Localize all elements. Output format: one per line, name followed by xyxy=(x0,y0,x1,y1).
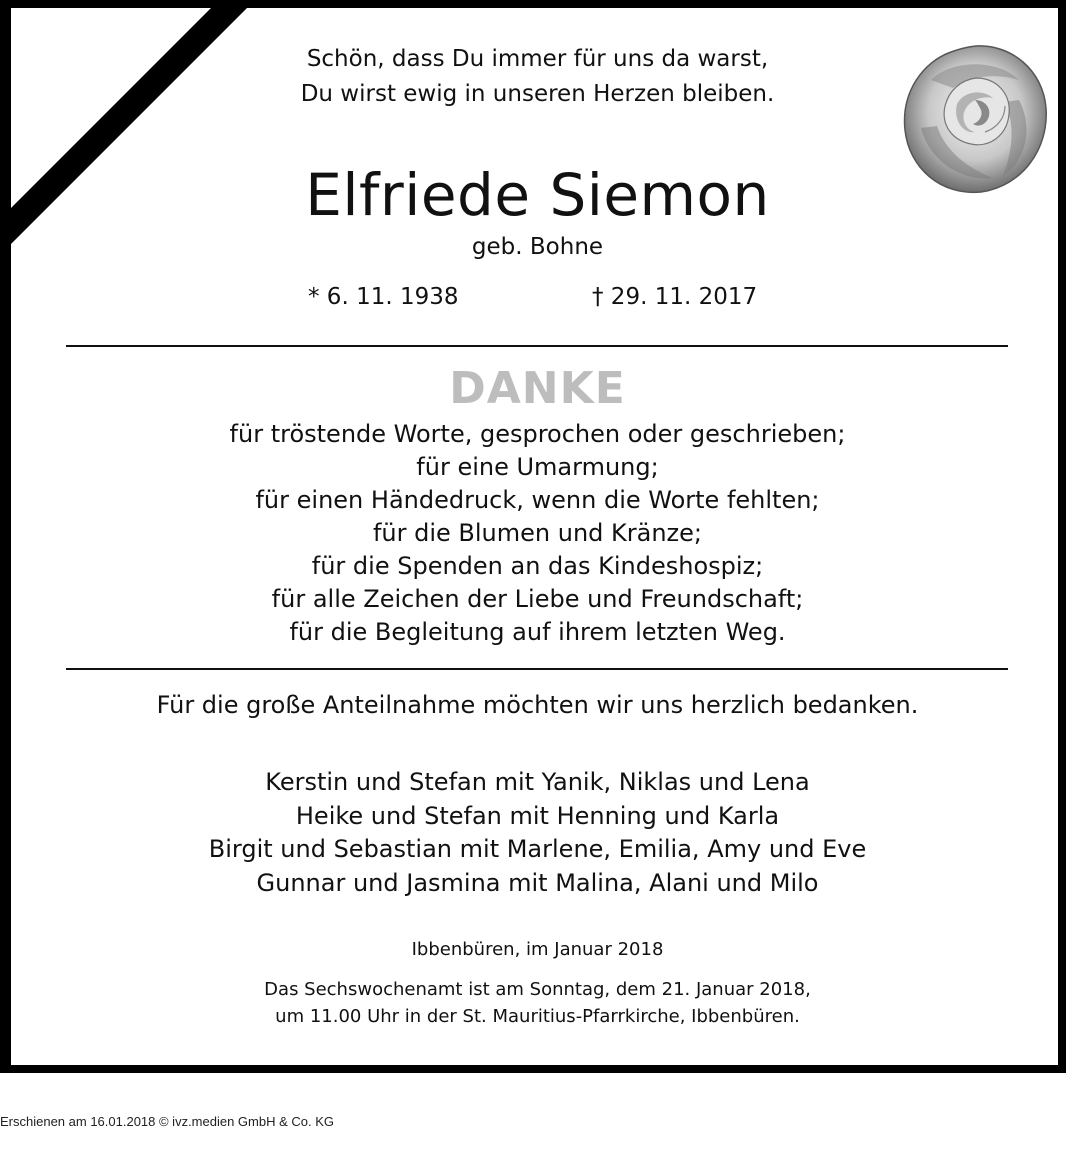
family-line: Kerstin und Stefan mit Yanik, Niklas und Lena xyxy=(265,768,810,796)
birth-date: * 6. 11. 1938 xyxy=(308,284,459,310)
thanks-line: für die Blumen und Kränze; xyxy=(372,519,703,547)
memorial-quote xyxy=(0,42,1075,112)
family-list xyxy=(0,766,1075,900)
thanks-line: für die Spenden an das Kindeshospiz; xyxy=(311,552,764,580)
birth-name: geb. Bohne xyxy=(471,234,604,260)
quote-line: Du wirst ewig in unseren Herzen bleiben. xyxy=(300,81,775,107)
thanks-line: für die Begleitung auf ihrem letzten Weg. xyxy=(289,618,786,646)
thanks-heading: DANKE xyxy=(449,363,626,414)
divider-bottom xyxy=(66,668,1008,670)
divider-top xyxy=(66,345,1008,347)
place-date: Ibbenbüren, im Januar 2018 xyxy=(411,939,664,960)
death-date: † 29. 11. 2017 xyxy=(592,284,758,310)
gratitude-line: Für die große Anteilnahme möchten wir uns herzlich bedanken. xyxy=(156,691,919,719)
thanks-line: für eine Umarmung; xyxy=(416,453,659,481)
service-line: um 11.00 Uhr in der St. Mauritius-Pfarrkirche, Ibbenbüren. xyxy=(275,1006,800,1027)
thanks-list xyxy=(0,418,1075,649)
service-info xyxy=(0,976,1075,1030)
quote-line: Schön, dass Du immer für uns da warst, xyxy=(306,46,769,72)
thanks-line: für tröstende Worte, gesprochen oder geschrieben; xyxy=(229,420,846,448)
family-line: Birgit und Sebastian mit Marlene, Emilia, Amy und Eve xyxy=(208,835,867,863)
family-line: Gunnar und Jasmina mit Malina, Alani und Milo xyxy=(256,868,819,897)
deceased-name: Elfriede Siemon xyxy=(305,161,770,229)
publication-footer: Erschienen am 16.01.2018 © ivz.medien GmbH & Co. KG xyxy=(0,1114,335,1129)
thanks-line: für alle Zeichen der Liebe und Freundschaft; xyxy=(271,585,804,613)
family-line: Heike und Stefan mit Henning und Karla xyxy=(295,801,780,830)
service-line: Das Sechswochenamt ist am Sonntag, dem 21. Januar 2018, xyxy=(264,979,811,1000)
thanks-line: für einen Händedruck, wenn die Worte fehlten; xyxy=(255,486,820,514)
